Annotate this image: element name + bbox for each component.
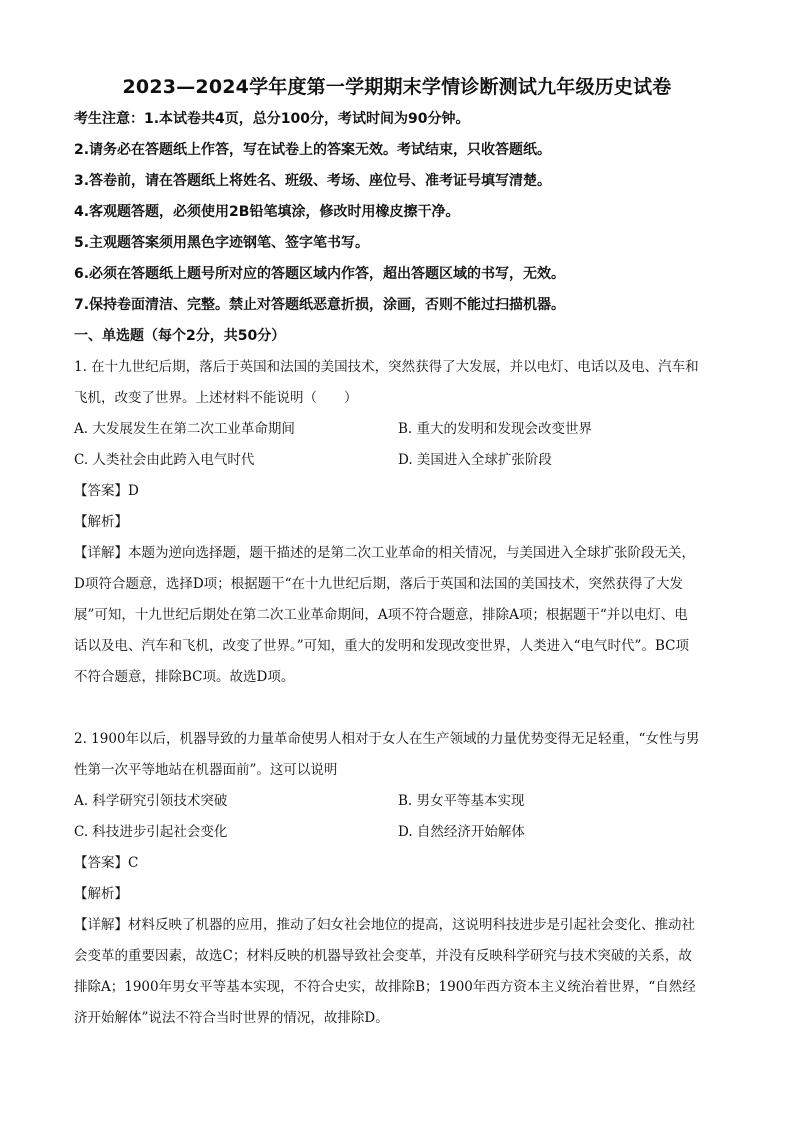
detail-line: 济开始解体”说法不符合当时世界的情况，故排除D。	[74, 1010, 389, 1026]
answer-line	[74, 848, 724, 879]
detail-line: 话以及电、汽车和飞机，改变了世界。”可知，重大的发明和发现改变世界，人类进入“电气时代”。BC项	[74, 638, 689, 654]
detail-line: 不符合题意，排除BC项。故选D项。	[74, 669, 295, 685]
answer-value: C	[128, 855, 139, 871]
detail-line: D项符合题意，选择D项；根据题干“在十九世纪后期，落后于英国和法国的美国技术，突然获得了大发	[74, 576, 684, 592]
exam-title: 2023—2024学年度第一学期期末学情诊断测试九年级历史试卷	[122, 76, 672, 98]
notice-line-1: 考生注意：1.本试卷共4页，总分100分，考试时间为90分钟。	[74, 111, 470, 127]
detail-line: 展”可知，十九世纪后期处在第二次工业革命期间，A项不符合题意，排除A项；根据题干“并以电灯、电	[74, 607, 688, 623]
notice-line-7: 7.保持卷面清洁、完整。禁止对答题纸恶意折损，涂画，否则不能过扫描机器。	[74, 297, 566, 313]
options-row	[74, 786, 724, 817]
section-title: 一、单选题（每个2分，共50分）	[74, 328, 286, 344]
options-row	[74, 445, 724, 476]
notice-line-2: 2.请务必在答题纸上作答，写在试卷上的答案无效。考试结束，只收答题纸。	[74, 142, 552, 158]
question-stem-line: 1. 在十九世纪后期，落后于英国和法国的美国技术，突然获得了大发展，并以电灯、电话以及电、汽车和	[74, 359, 699, 375]
answer-label: 【答案】	[74, 855, 128, 871]
notice-line-3: 3.答卷前，请在答题纸上将姓名、班级、考场、座位号、准考证号填写清楚。	[74, 173, 552, 189]
question-stem-line: 2. 1900年以后，机器导致的力量革命使男人相对于女人在生产领域的力量优势变得无足轻重，“女性与男	[74, 731, 700, 747]
notice-line-6: 6.必须在答题纸上题号所对应的答题区域内作答，超出答题区域的书写，无效。	[74, 266, 566, 282]
option-d: D. 自然经济开始解体	[398, 824, 525, 840]
option-b: B. 重大的发明和发现会改变世界	[398, 421, 593, 437]
notice-line-5: 5.主观题答案须用黑色字迹钢笔、签字笔书写。	[74, 235, 370, 251]
question-stem-line: 飞机，改变了世界。上述材料不能说明（ ）	[74, 390, 358, 406]
notice-line-4: 4.客观题答题，必须使用2B铅笔填涂，修改时用橡皮擦干净。	[74, 204, 460, 220]
detail-line: 排除A；1900年男女平等基本实现，不符合史实，故排除B；1900年西方资本主义统治着世界，“自然经	[74, 979, 696, 995]
answer-line	[74, 476, 724, 507]
analysis-label: 【解析】	[74, 514, 128, 530]
option-d: D. 美国进入全球扩张阶段	[398, 452, 552, 468]
option-c: C. 科技进步引起社会变化	[74, 824, 228, 840]
answer-value: D	[128, 483, 139, 499]
options-row	[74, 414, 724, 445]
option-c: C. 人类社会由此跨入电气时代	[74, 452, 255, 468]
option-b: B. 男女平等基本实现	[398, 793, 525, 809]
detail-line: 会变革的重要因素，故选C；材料反映的机器导致社会变革，并没有反映科学研究与技术突破的关系，故	[74, 948, 692, 964]
question-2	[74, 724, 724, 1034]
detail-line: 【详解】本题为逆向选择题，题干描述的是第二次工业革命的相关情况，与美国进入全球扩张阶段无关，	[74, 545, 695, 561]
option-a: A. 大发展发生在第二次工业革命期间	[74, 421, 295, 437]
question-1	[74, 352, 724, 693]
question-stem-line: 性第一次平等地站在机器面前”。这可以说明	[74, 762, 338, 778]
option-a: A. 科学研究引领技术突破	[74, 793, 228, 809]
options-row	[74, 817, 724, 848]
analysis-label: 【解析】	[74, 886, 128, 902]
detail-line: 【详解】材料反映了机器的应用，推动了妇女社会地位的提高，这说明科技进步是引起社会变化、推动社	[74, 917, 695, 933]
answer-label: 【答案】	[74, 483, 128, 499]
